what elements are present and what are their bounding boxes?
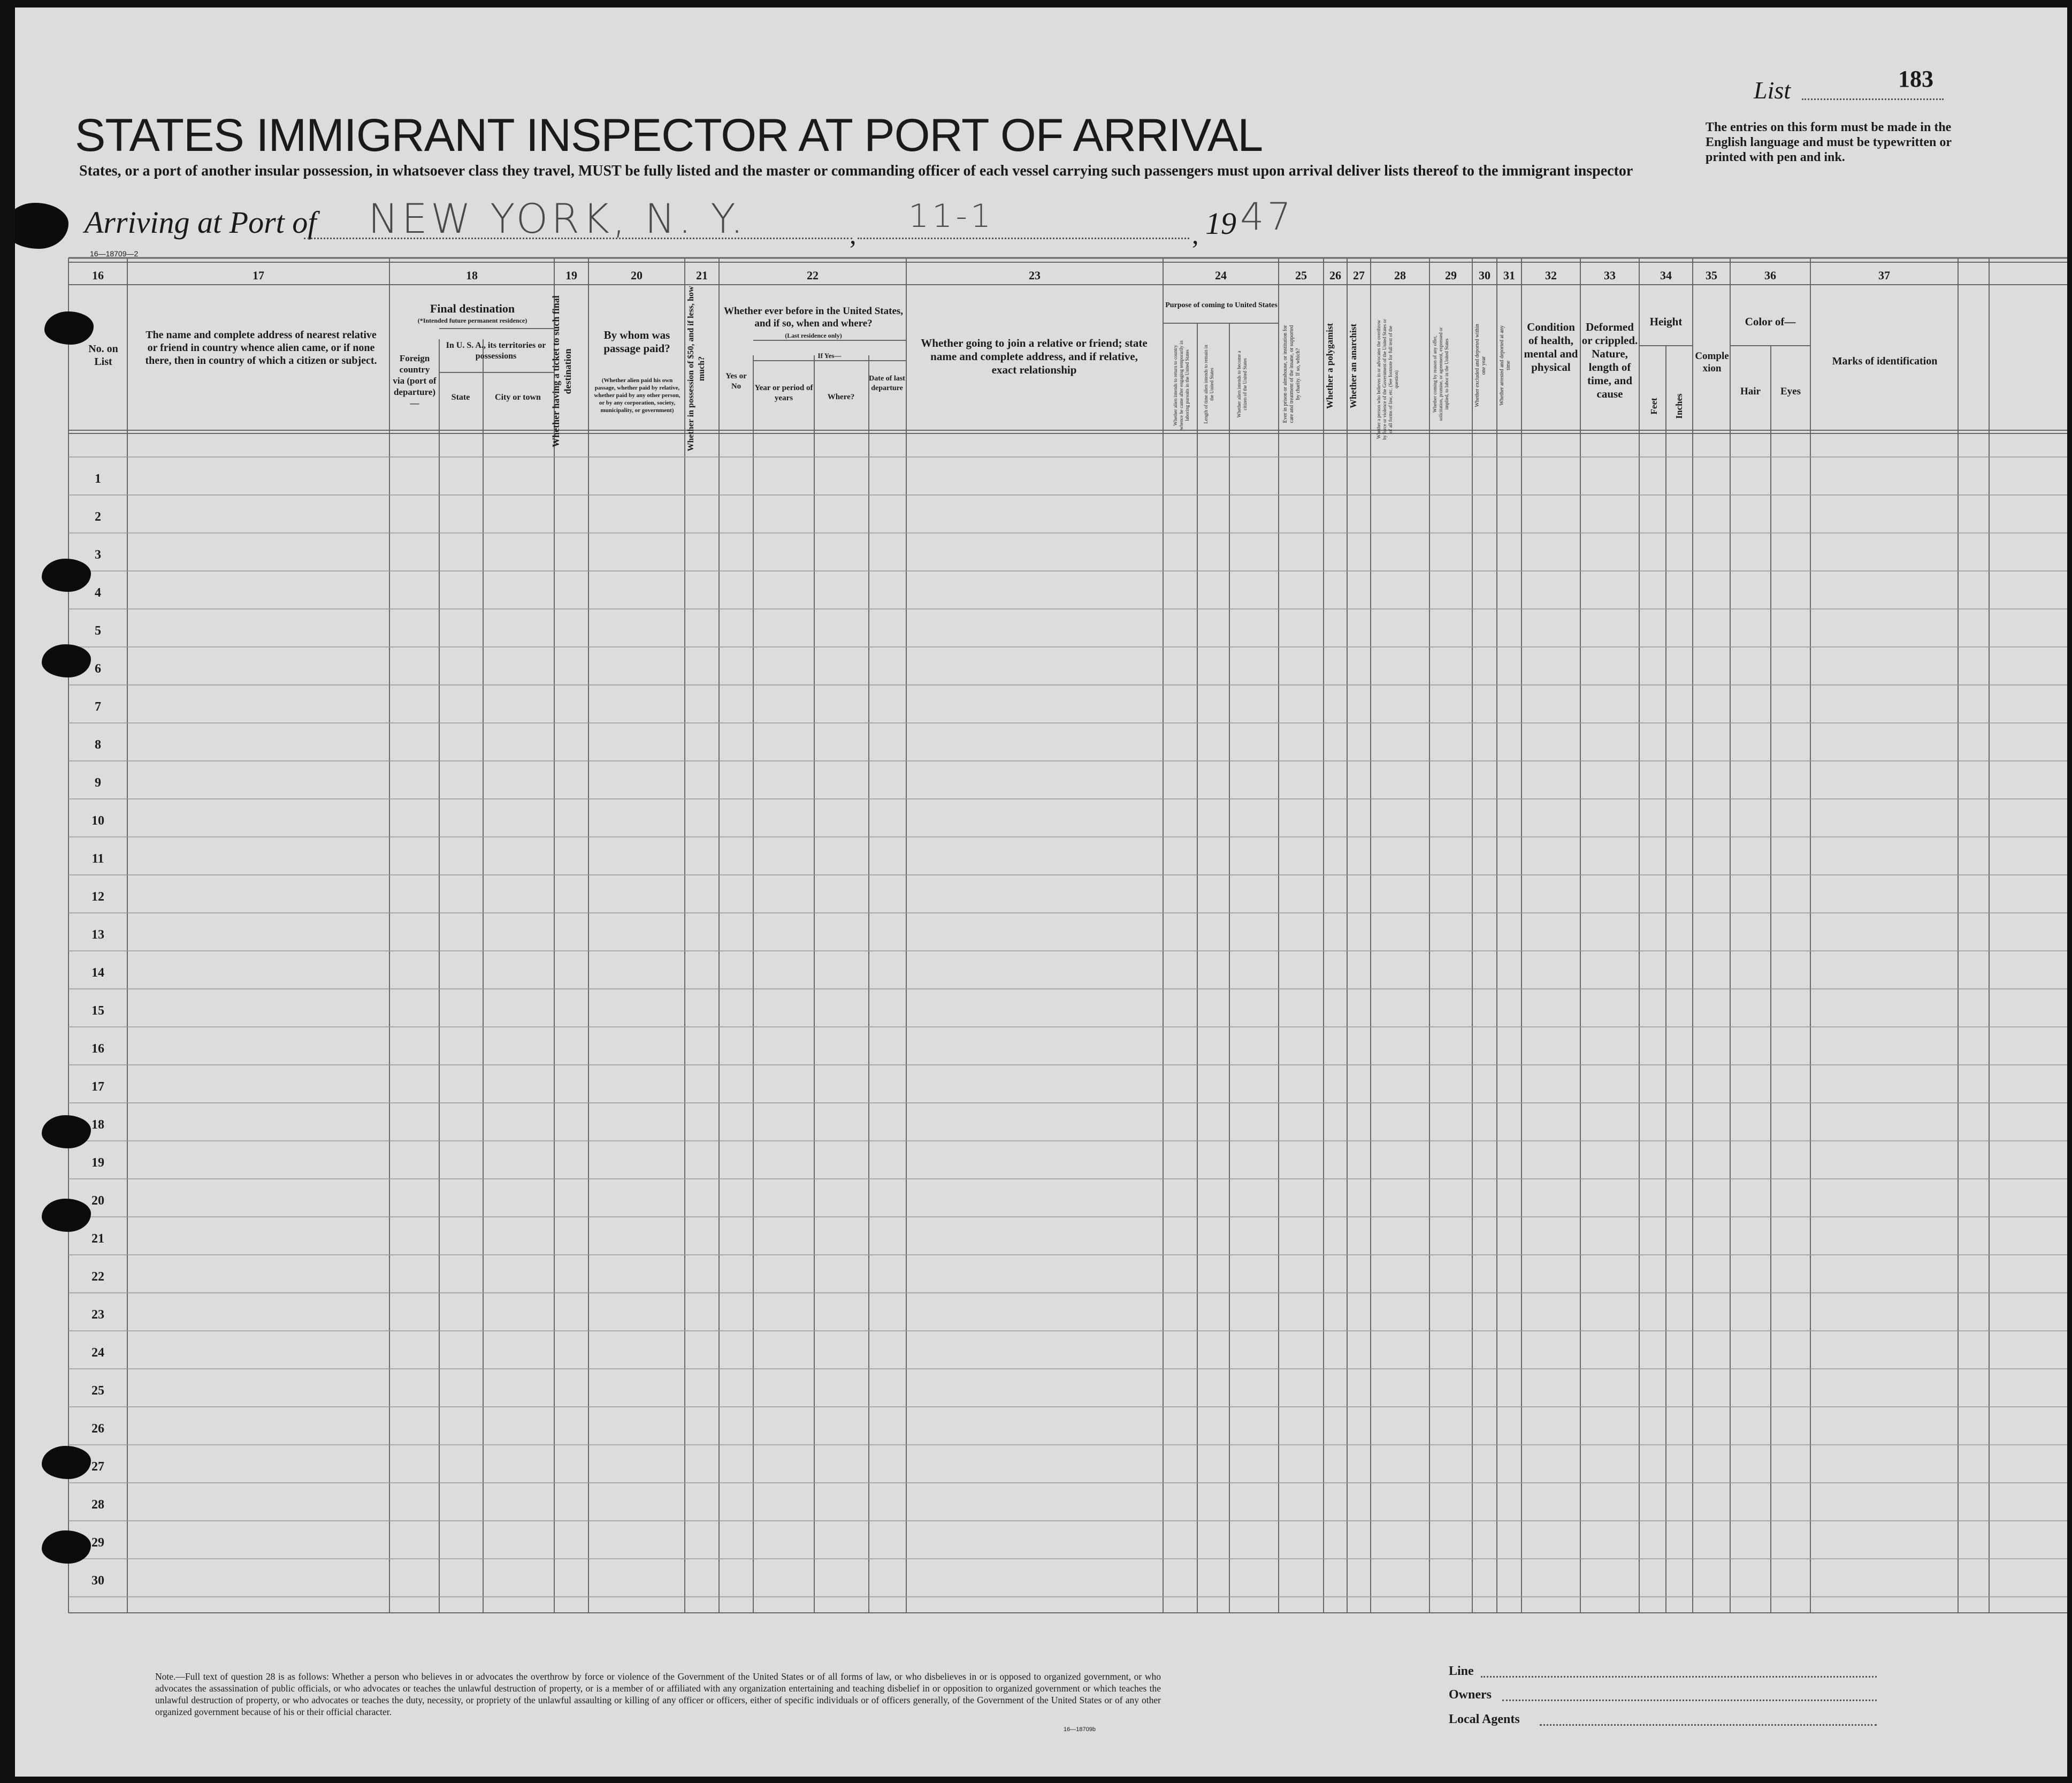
- col22-where: Where?: [827, 393, 855, 401]
- row-number: 16: [91, 1042, 104, 1056]
- col25-header: Ever in prison or almshouse, or institution for care and treatment of the insane, or supported by charity. If so, which?: [1282, 325, 1301, 423]
- punch-hole: [42, 644, 91, 677]
- col-num-18: 18: [466, 269, 478, 282]
- row-number: 9: [95, 776, 101, 790]
- col21-header: Whether in possession of $50, and if less, how much?: [686, 286, 706, 452]
- col33-header: Deformed or crippled. Nature, length of time, and cause: [1581, 321, 1638, 400]
- col34-feet: Feet: [1649, 398, 1659, 415]
- row-number: 6: [95, 662, 101, 676]
- local-agents-underline: [1540, 1724, 1877, 1726]
- col-num-37: 37: [1878, 269, 1890, 282]
- col19-header: Whether having a ticket to such final destination: [551, 295, 573, 447]
- col28-header: Whether a person who believes in or advocates the overthrow by force or violence of the Government of the United States or of all forms of law, etc. (See footnote for full text of the question): [1376, 319, 1399, 440]
- row-number: 24: [91, 1346, 104, 1360]
- row-number: 23: [91, 1308, 104, 1322]
- col27-header: Whether an anarchist: [1348, 323, 1358, 409]
- col37-header: Marks of identification: [1832, 355, 1938, 367]
- col18-usa: In U. S. A., its territories or possessions: [446, 341, 546, 361]
- row-number: 28: [91, 1498, 104, 1512]
- col-num-29: 29: [1445, 269, 1457, 282]
- row-number: 30: [91, 1574, 104, 1588]
- col18-state: State: [451, 393, 470, 402]
- port-value: NEW YORK, N. Y.: [368, 195, 747, 242]
- comma-1: ,: [850, 219, 857, 249]
- row-number: 20: [91, 1194, 104, 1208]
- row-number: 17: [91, 1080, 104, 1094]
- year-value: 47: [1240, 195, 1295, 239]
- col-num-26: 26: [1329, 269, 1341, 282]
- col22-note: (Last residence only): [785, 332, 842, 339]
- col24-header: Purpose of coming to United States: [1165, 301, 1278, 309]
- col-num-23: 23: [1029, 269, 1041, 282]
- row-number: 14: [91, 966, 104, 980]
- col35-header: Complexion: [1695, 350, 1729, 374]
- col23-header: Whether going to join a relative or friend; state name and complete address, and if relative, exact relationship: [921, 337, 1148, 376]
- arriving-label: Arriving at Port of: [85, 205, 317, 240]
- col22-header: Whether ever before in the United States, and if so, when and where?: [723, 306, 904, 329]
- form-code-top: 16—18709—2: [90, 249, 139, 258]
- col26-header: Whether a polygamist: [1325, 323, 1335, 409]
- col-num-32: 32: [1545, 269, 1557, 282]
- col36-eyes: Eyes: [1780, 386, 1801, 397]
- col-num-19: 19: [565, 269, 577, 282]
- col17-header: The name and complete address of nearest relative or friend in country whence alien came, or if none there, then in country of which a citizen or subject.: [145, 329, 377, 367]
- row-number: 13: [91, 928, 104, 942]
- col24-sub3: Whether alien intends to become a citizen of the United States: [1236, 350, 1248, 418]
- form-subtitle: States, or a port of another insular possession, in whatsoever class they travel, MUST be fully listed and the master or commanding officer of each vessel carrying such passengers must upon arrival deliver lists thereof to the immigrant inspector: [79, 163, 1633, 179]
- col-num-25: 25: [1295, 269, 1307, 282]
- row-number: 25: [91, 1384, 104, 1398]
- form-title: STATES IMMIGRANT INSPECTOR AT PORT OF ARRIVAL: [75, 110, 1263, 161]
- punch-hole: [42, 1199, 91, 1232]
- row-number: 4: [95, 586, 101, 600]
- row-number: 19: [91, 1156, 104, 1170]
- date-value: 11-1: [908, 197, 995, 235]
- col-num-31: 31: [1503, 269, 1515, 282]
- row-number: 3: [95, 548, 101, 562]
- col-num-24: 24: [1215, 269, 1227, 282]
- comma-2: ,: [1192, 219, 1199, 249]
- line-label: Line: [1449, 1664, 1474, 1678]
- row-number: 7: [95, 700, 101, 714]
- local-agents-label: Local Agents: [1449, 1712, 1520, 1726]
- footnote-text: Note.—Full text of question 28 is as follows: Whether a person who believes in or advocates the overthrow by force or violence of the Government of the United States or of all forms of law, or who disbelieves in or is opposed to organized government, or who advocates the assassination of public officials, or who advocates or teaches the unlawful destruction of property, or is a member of or affiliated with any organization entertaining and teaching disbelief in or opposition to organized government or which teaches the unlawful destruction of property, or who advocates or teaches the duty, necessity, or propriety of the unlawful assaulting or killing of any officer or officers, either of specific individuals or of officers generally, of the Government of the United States or of any other organized government because of his or their official character.: [155, 1671, 1161, 1717]
- col24-sub1: Whether alien intends to return to country whence he came after engaging temporarily in laboring pursuits in the United States: [1173, 340, 1190, 430]
- col22-yes-no: Yes or No: [725, 372, 747, 391]
- form-code-bottom: 16—18709b: [1064, 1726, 1096, 1733]
- list-number: 183: [1898, 66, 1933, 92]
- row-number: 8: [95, 738, 101, 752]
- line-underline: [1481, 1676, 1877, 1678]
- col18-city: City or town: [495, 393, 541, 402]
- col20-header: By whom was passage paid?: [603, 329, 670, 355]
- col-num-17: 17: [253, 269, 264, 282]
- list-label: List: [1754, 77, 1791, 104]
- row-number: 11: [91, 852, 104, 866]
- col34-header: Height: [1649, 315, 1683, 328]
- col-num-28: 28: [1394, 269, 1406, 282]
- col-num-35: 35: [1706, 269, 1717, 282]
- col32-header: Condition of health, mental and physical: [1524, 321, 1578, 374]
- col31-header: Whether arrested and deported at any time: [1499, 325, 1511, 406]
- col-num-36: 36: [1764, 269, 1776, 282]
- col22-years: Year or period of years: [754, 384, 813, 402]
- col36-hair: Hair: [1740, 386, 1761, 397]
- owners-label: Owners: [1449, 1688, 1492, 1702]
- col16-header: No. on List: [88, 343, 118, 368]
- row-number: 15: [91, 1004, 104, 1018]
- col18-note: (*Intended future permanent residence): [417, 317, 527, 324]
- instructions: The entries on this form must be made in the English language and must be typewritten or printed with pen and ink.: [1706, 120, 1952, 164]
- col24-sub2: Length of time alien intends to remain in the United States: [1203, 345, 1214, 424]
- col29-header: Whether coming by reason of any offer, solicitation, promise, or agreement, expressed or implied, to labor in the United States: [1432, 327, 1449, 421]
- col-num-33: 33: [1604, 269, 1616, 282]
- row-number: 26: [91, 1422, 104, 1436]
- col-num-16: 16: [92, 269, 104, 282]
- row-number: 1: [95, 472, 101, 486]
- owners-underline: [1502, 1700, 1877, 1701]
- col22-date: Date of last departure: [869, 375, 905, 392]
- row-number: 18: [91, 1118, 104, 1132]
- row-number: 22: [91, 1270, 104, 1284]
- col18-foreign: Foreign country via (port of departure)—: [393, 353, 437, 408]
- row-number: 5: [95, 624, 101, 638]
- col22-if-yes: If Yes—: [817, 352, 842, 360]
- col30-header: Whether excluded and deported within one year: [1474, 324, 1487, 407]
- row-number: 2: [95, 510, 101, 524]
- row-number: 21: [91, 1232, 104, 1246]
- col34-inches: Inches: [1674, 393, 1684, 419]
- col-num-34: 34: [1660, 269, 1672, 282]
- col-num-20: 20: [631, 269, 643, 282]
- row-number: 12: [91, 890, 104, 904]
- col-num-22: 22: [807, 269, 819, 282]
- punch-hole: [42, 1446, 91, 1479]
- col18-title: Final destination: [430, 302, 515, 315]
- manifest-sheet: [15, 7, 2067, 1777]
- punch-hole: [42, 1115, 91, 1148]
- year-prefix: 19: [1205, 206, 1236, 241]
- punch-hole: [42, 1530, 91, 1564]
- row-number: 29: [91, 1536, 104, 1550]
- col20-note: (Whether alien paid his own passage, whether paid by relative, whether paid by any other person, or by any corporation, society, municipality, or government): [594, 377, 681, 414]
- punch-hole: [42, 559, 91, 592]
- col-num-27: 27: [1353, 269, 1365, 282]
- col36-header: Color of—: [1745, 315, 1796, 328]
- row-number: 27: [91, 1460, 104, 1474]
- punch-hole: [44, 311, 94, 345]
- col-num-30: 30: [1479, 269, 1490, 282]
- col-num-21: 21: [696, 269, 708, 282]
- row-number: 10: [91, 814, 104, 828]
